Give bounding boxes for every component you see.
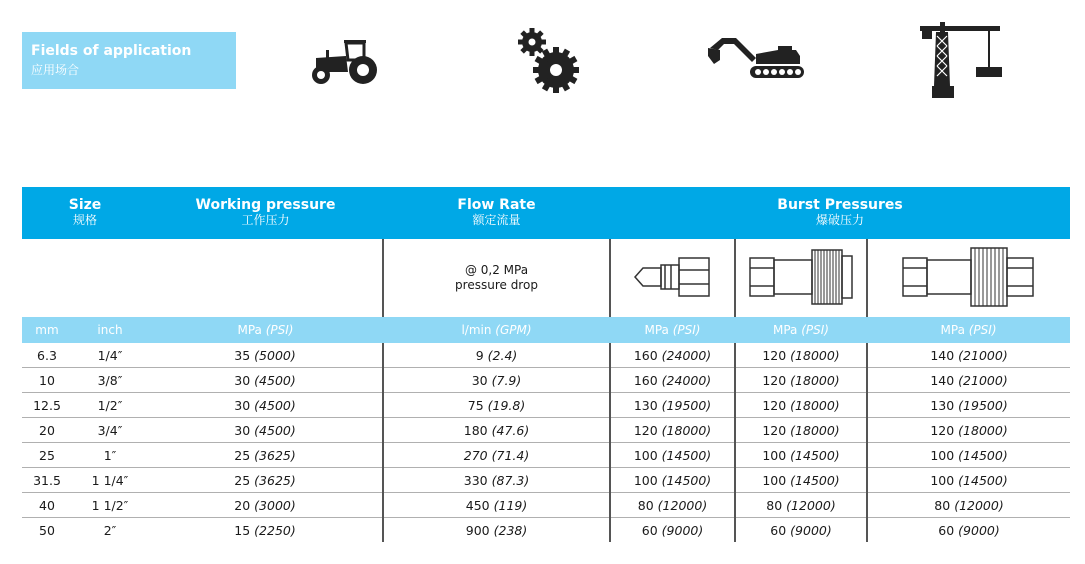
cell-inch: 3/8″ [72,368,148,393]
cell-flow-alt: (7.9) [491,372,522,388]
cell-inch: 1 1/4″ [72,468,148,493]
cell-b3-main: 60 [938,522,955,538]
gears-icon [518,28,582,94]
unit-mm: mm [22,317,72,343]
cell-flow-alt: (2.4) [487,347,518,363]
cell-b2-main: 100 [762,472,787,488]
cell-b1-main: 100 [633,447,658,463]
cell-burst-3 [867,393,1070,418]
cell-b2-main: 100 [762,447,787,463]
cell-b3-main: 140 [930,347,955,363]
cell-b2-main: 120 [762,372,787,388]
cell-b1-main: 160 [633,372,658,388]
cell-flow-rate [383,518,610,543]
burst-pressures-header [610,187,1070,239]
unit-wp [148,317,383,343]
table-row [22,493,1070,518]
applications-title: Fields of application [31,43,192,59]
cell-b1-alt: (24000) [661,347,712,363]
cell-flow-alt: (87.3) [491,472,530,488]
table-row [22,418,1070,443]
cell-burst-1 [610,393,735,418]
size-header-title: Size [68,197,102,213]
unit-flow [383,317,610,343]
cell-mm: 12.5 [22,393,72,418]
unit-b3 [867,317,1070,343]
size-header-sub: 规格 [72,213,97,227]
cell-burst-2 [735,443,867,468]
cell-burst-2 [735,393,867,418]
cell-burst-2 [735,418,867,443]
cell-mm: 31.5 [22,468,72,493]
cell-b2-main: 120 [762,422,787,438]
coupling-set-icon [899,244,1039,310]
cell-flow-main: 900 [465,522,490,538]
cell-mm: 20 [22,418,72,443]
cell-b3-main: 100 [930,472,955,488]
cell-burst-3 [867,368,1070,393]
cell-b2-alt: (12000) [786,497,836,513]
cell-mm: 6.3 [22,343,72,368]
unit-wp-alt: (PSI) [265,323,294,337]
cell-inch: 1″ [72,443,148,468]
cell-b1-alt: (14500) [661,447,712,463]
cell-wp-alt: (5000) [254,347,296,363]
size-header [22,187,148,239]
cell-burst-2 [735,368,867,393]
table-row [22,343,1070,368]
cell-burst-2 [735,343,867,368]
cell-b3-alt: (14500) [958,472,1008,488]
cell-b1-alt: (19500) [661,397,712,413]
applications-banner [22,32,236,89]
tractor-icon [308,38,380,86]
table-row [22,443,1070,468]
cell-mm: 25 [22,443,72,468]
cell-burst-1 [610,368,735,393]
cell-b1-main: 60 [641,522,658,538]
cell-burst-3 [867,443,1070,468]
cell-burst-3 [867,493,1070,518]
cell-b1-alt: (18000) [661,422,712,438]
cell-b1-main: 130 [633,397,658,413]
cell-wp-main: 35 [234,347,251,363]
cell-working-pressure [148,393,383,418]
burst-title: Burst Pressures [777,197,903,213]
cell-flow-main: 450 [465,497,490,513]
cell-b2-main: 120 [762,347,787,363]
cell-b2-alt: (14500) [790,472,840,488]
cell-wp-main: 30 [234,397,251,413]
cell-b3-main: 80 [934,497,951,513]
cell-flow-rate [383,443,610,468]
cell-b3-alt: (12000) [954,497,1004,513]
applications-subtitle: 应用场合 [31,63,80,77]
cell-burst-1 [610,468,735,493]
cell-b1-alt: (12000) [657,497,708,513]
table-row [22,518,1070,543]
burst-sub: 爆破压力 [816,213,865,227]
male-plug-cell [610,239,735,317]
cell-b3-main: 130 [930,397,955,413]
working-pressure-header [148,187,383,239]
unit-b2-main: MPa [773,323,798,337]
units-row [22,317,1070,343]
cell-b3-alt: (21000) [958,347,1008,363]
cell-inch: 3/4″ [72,418,148,443]
flow-note-line2: pressure drop [455,278,538,292]
table-row [22,393,1070,418]
cell-burst-1 [610,518,735,543]
cell-flow-rate [383,393,610,418]
cell-flow-main: 180 [463,422,488,438]
cell-flow-main: 30 [471,372,488,388]
cell-wp-alt: (2250) [254,522,296,538]
cell-wp-main: 25 [234,472,251,488]
table-header-row [22,187,1070,239]
cell-flow-alt: (19.8) [487,397,526,413]
cell-inch: 1 1/2″ [72,493,148,518]
cell-b2-main: 120 [762,397,787,413]
cell-b2-alt: (18000) [790,422,840,438]
cell-flow-alt: 270 (71.4) [463,447,530,463]
flow-rate-sub: 额定流量 [472,213,521,227]
working-pressure-sub: 工作压力 [241,213,290,227]
cell-inch: 1/4″ [72,343,148,368]
excavator-icon [706,32,806,82]
cell-b1-alt: (24000) [661,372,712,388]
cell-burst-2 [735,468,867,493]
cell-burst-1 [610,418,735,443]
cell-b1-alt: (14500) [661,472,712,488]
flow-note-cell [383,239,610,317]
cell-wp-main: 15 [234,522,251,538]
cell-b1-main: 80 [637,497,654,513]
cell-mm: 10 [22,368,72,393]
working-pressure-title: Working pressure [195,197,336,213]
cell-working-pressure [148,493,383,518]
cell-flow-alt: (47.6) [491,422,530,438]
cell-wp-main: 30 [234,422,251,438]
cell-b2-alt: (14500) [790,447,840,463]
cell-burst-3 [867,468,1070,493]
cell-wp-alt: (3625) [254,447,296,463]
cell-burst-1 [610,443,735,468]
cell-flow-alt: (238) [493,522,528,538]
cell-mm: 40 [22,493,72,518]
cell-b3-alt: (19500) [958,397,1008,413]
cell-b3-alt: (14500) [958,447,1008,463]
cell-burst-3 [867,418,1070,443]
table-row [22,468,1070,493]
cell-working-pressure [148,368,383,393]
unit-b2 [735,317,867,343]
cell-b2-alt: (18000) [790,397,840,413]
cell-wp-alt: (4500) [254,397,296,413]
cell-b3-alt: (9000) [958,522,1000,538]
cell-b3-main: 100 [930,447,955,463]
cell-flow-rate [383,368,610,393]
cell-inch: 1/2″ [72,393,148,418]
cell-wp-alt: (3000) [254,497,296,513]
cell-wp-alt: (4500) [254,422,296,438]
cell-working-pressure [148,518,383,543]
flow-rate-header [383,187,610,239]
cell-b2-main: 60 [770,522,787,538]
cell-flow-main: 330 [463,472,488,488]
cell-flow-rate [383,343,610,368]
cell-burst-3 [867,343,1070,368]
cell-b2-alt: (18000) [790,372,840,388]
blank-cell [22,239,383,317]
cell-flow-rate [383,418,610,443]
unit-b2-alt: (PSI) [801,323,829,337]
cell-burst-1 [610,493,735,518]
cell-wp-alt: (3625) [254,472,296,488]
flow-rate-title: Flow Rate [457,197,536,213]
cell-b3-main: 120 [930,422,955,438]
female-coupler-icon [746,246,856,308]
unit-flow-main: l/min [461,323,492,337]
unit-wp-main: MPa [237,323,262,337]
unit-b3-alt: (PSI) [968,323,997,337]
coupling-set-cell [867,239,1070,317]
cell-b2-alt: (9000) [790,522,832,538]
cell-burst-2 [735,493,867,518]
cell-flow-main: 9 [475,347,484,363]
cell-b1-main: 100 [633,472,658,488]
cell-b3-alt: (21000) [958,372,1008,388]
cell-b2-main: 80 [766,497,783,513]
cell-working-pressure [148,468,383,493]
cell-b1-main: 120 [633,422,658,438]
unit-flow-alt: (GPM) [495,323,532,337]
cell-flow-alt: (119) [493,497,528,513]
crane-icon [918,22,1002,98]
table-row [22,368,1070,393]
unit-b3-main: MPa [940,323,965,337]
specs-table [22,187,1070,542]
cell-wp-main: 25 [234,447,251,463]
cell-working-pressure [148,443,383,468]
unit-b1-main: MPa [644,323,669,337]
cell-b1-alt: (9000) [661,522,704,538]
cell-working-pressure [148,418,383,443]
female-coupler-cell [735,239,867,317]
cell-flow-rate [383,468,610,493]
cell-inch: 2″ [103,522,117,538]
cell-flow-rate [383,493,610,518]
cell-wp-main: 20 [234,497,251,513]
coupling-images-row [22,239,1070,317]
cell-flow-main: 75 [467,397,484,413]
cell-b1-main: 160 [633,347,658,363]
unit-inch: inch [72,317,148,343]
cell-wp-alt: (4500) [254,372,296,388]
cell-burst-1 [610,343,735,368]
cell-burst-3 [867,518,1070,543]
flow-note-line1: @ 0,2 MPa [464,263,529,277]
male-plug-icon [631,250,715,304]
cell-b3-alt: (18000) [958,422,1008,438]
cell-working-pressure [148,343,383,368]
unit-b1-alt: (PSI) [672,323,701,337]
table-body [22,343,1070,542]
cell-b2-alt: (18000) [790,347,840,363]
cell-burst-2 [735,518,867,543]
unit-b1 [610,317,735,343]
cell-mm: 50 [39,522,55,538]
cell-b3-main: 140 [930,372,955,388]
cell-wp-main: 30 [234,372,251,388]
